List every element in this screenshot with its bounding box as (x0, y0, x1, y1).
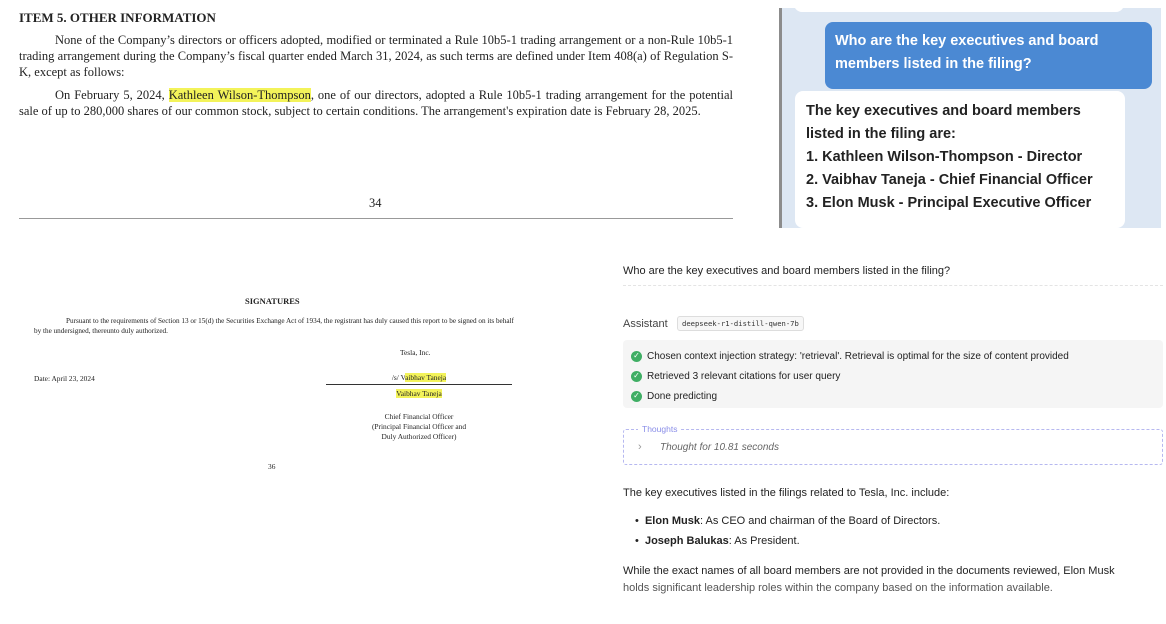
answer-bullet: • Elon Musk: As CEO and chairman of the Board of Directors. (635, 515, 941, 527)
signature-highlight: aibhav Taneja (405, 373, 447, 382)
status-text: Done predicting (647, 390, 718, 402)
answer-intro: The key executives listed in the filings related to Tesla, Inc. include: (623, 487, 950, 499)
answer-outro-line: holds significant leadership roles within the company based on the information available. (623, 582, 1053, 594)
signature-date: Date: April 23, 2024 (34, 374, 95, 383)
assistant-label: Assistant (623, 318, 668, 330)
paragraph-2 (19, 87, 733, 119)
highlighted-name: Kathleen Wilson-Thompson (168, 88, 311, 102)
signer-name-highlight: Vaibhav Taneja (396, 389, 442, 398)
check-circle-icon: ✓ (631, 391, 642, 402)
signature-line (326, 373, 512, 385)
paragraph-1: None of the Company’s directors or officers adopted, modified or terminated a Rule 10b5-1 trading arrangement or a non-Rule 10b5-1 trading arrangement during the Company’s fiscal quarter ended March 31, 2024, as such terms are defined under Item 408(a) of Regulation S-K, except as follows: (19, 33, 733, 79)
signer-title (326, 412, 512, 442)
assistant-line: The key executives and board members (806, 103, 1081, 119)
user-question: Who are the key executives and board members listed in the filing? (623, 265, 951, 277)
page-number: 34 (369, 196, 382, 210)
answer-bullet: • Joseph Balukas: As President. (635, 535, 800, 547)
signatures-body: Pursuant to the requirements of Section 13 or 15(d) the Securities Exchange Act of 1934, the registrant has duly caused this report to be signed on its behalf by the undersigned, thereunto duly authorized. (34, 317, 514, 335)
signatures-page (0, 286, 560, 486)
status-item (631, 368, 840, 384)
previous-message-bubble (794, 8, 1124, 12)
bullet-name: Joseph Balukas (644, 535, 729, 547)
chevron-right-icon: › (638, 441, 642, 453)
assistant-panel (623, 258, 1163, 618)
model-badge: deepseek-r1-distill-qwen-7b (677, 316, 804, 331)
paragraph-2-pre: On February 5, 2024, (55, 88, 169, 102)
thought-summary: Thought for 10.81 seconds (660, 442, 779, 453)
answer-outro (623, 563, 1153, 597)
signer-name (326, 388, 512, 400)
thoughts-label: Thoughts (638, 424, 681, 434)
answer-outro-line: While the exact names of all board members are not provided in the documents reviewed, Elon Musk (623, 565, 1115, 577)
assistant-message-bubble (795, 91, 1125, 228)
assistant-line: 2. Vaibhav Taneja - Chief Financial Officer (806, 172, 1093, 188)
signer-title-line: (Principal Financial Officer and (371, 422, 467, 431)
check-circle-icon: ✓ (631, 351, 642, 362)
check-circle-icon: ✓ (631, 371, 642, 382)
company-name: Tesla, Inc. (400, 348, 431, 357)
page-number: 36 (268, 462, 276, 471)
bullet-text: : As CEO and chairman of the Board of Directors. (699, 515, 941, 527)
signer-title-line: Chief Financial Officer (384, 412, 454, 421)
assistant-line: 3. Elon Musk - Principal Executive Officer (806, 195, 1092, 211)
assistant-line: listed in the filing are: (806, 126, 956, 142)
signatures-title: SIGNATURES (245, 296, 300, 306)
chat-snippet (779, 8, 1161, 228)
document-excerpt-item5 (19, 10, 733, 210)
user-message-bubble: Who are the key executives and board members listed in the filing? (825, 22, 1152, 89)
question-divider (623, 285, 1163, 286)
status-text: Chosen context injection strategy: 'retrieval'. Retrieval is optimal for the size of content provided (647, 350, 1069, 362)
thoughts-toggle[interactable] (623, 424, 1163, 465)
status-item (631, 388, 717, 404)
status-box (623, 340, 1163, 408)
section-heading: ITEM 5. OTHER INFORMATION (19, 10, 216, 25)
status-text: Retrieved 3 relevant citations for user query (647, 370, 841, 382)
assistant-line: 1. Kathleen Wilson-Thompson - Director (806, 149, 1083, 165)
signer-title-line: Duly Authorized Officer) (381, 432, 457, 441)
status-item (631, 348, 1069, 364)
page-divider (19, 218, 733, 219)
paragraph-2-post: , one of our directors, adopted a Rule 10b5-1 trading arrangement for the potential sale of up to 280,000 shares of our common stock, subject to certain conditions. The arrangement's expiration date is February 28, 2025. (19, 88, 733, 118)
bullet-text: : As President. (728, 535, 800, 547)
signature-prefix: /s/ V (391, 373, 406, 382)
bullet-name: Elon Musk (644, 515, 700, 527)
